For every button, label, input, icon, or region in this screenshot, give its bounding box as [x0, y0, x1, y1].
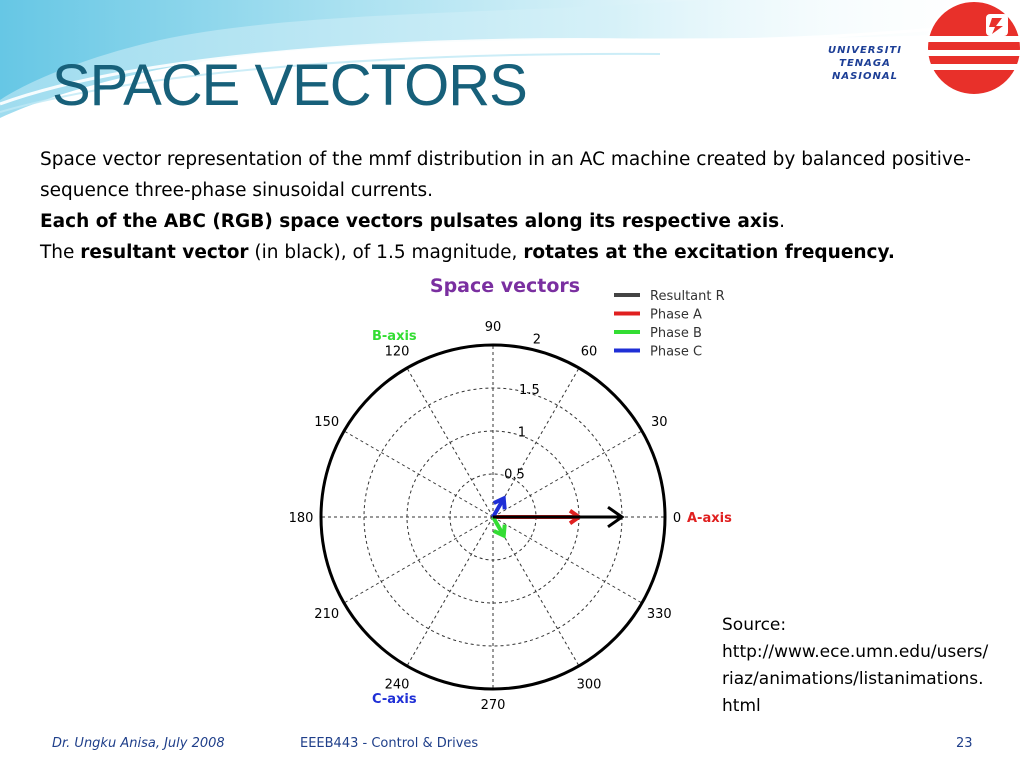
- university-logo-icon: [926, 0, 1024, 100]
- grid-spoke: [344, 431, 493, 517]
- angle-tick-label: 240: [384, 677, 410, 693]
- axis-label: A-axis: [687, 511, 732, 526]
- source-note: [722, 612, 992, 720]
- grid-spoke: [493, 517, 579, 666]
- grid-spoke: [493, 517, 642, 603]
- angle-tick-label: 60: [580, 344, 598, 360]
- legend-label: Phase A: [650, 307, 702, 323]
- footer-course: EEEB443 - Control & Drives: [300, 736, 479, 751]
- bold-text: resultant vector: [80, 242, 249, 263]
- angle-tick-label: 180: [288, 511, 314, 526]
- angle-tick-label: 30: [651, 415, 668, 430]
- radius-tick-label: 1.5: [519, 382, 540, 398]
- grid-spoke: [344, 517, 493, 603]
- grid-spoke: [407, 517, 493, 666]
- university-logo-text: [806, 44, 924, 83]
- body-text-span: The: [40, 242, 81, 263]
- logo-line: TENAGA: [839, 58, 891, 69]
- grid-spoke: [407, 368, 493, 517]
- radius-tick-label: 1: [517, 425, 527, 441]
- axis-label: B-axis: [372, 329, 417, 344]
- body-paragraph: [40, 237, 990, 268]
- angle-tick-label: 90: [484, 320, 502, 335]
- legend-label: Phase C: [650, 344, 703, 360]
- chart-title: Space vectors: [429, 275, 581, 297]
- source-url: http://www.ece.umn.edu/users/riaz/animations/listanimations.html: [722, 642, 989, 716]
- angle-tick-label: 150: [314, 415, 340, 430]
- logo-line: NASIONAL: [831, 71, 898, 82]
- angle-tick-label: 270: [480, 698, 506, 713]
- polar-plot: [252, 268, 734, 722]
- slide-body: [40, 144, 990, 268]
- angle-tick-label: 210: [314, 607, 340, 622]
- angle-tick-label: 300: [576, 677, 602, 693]
- angle-tick-label: 120: [384, 344, 410, 360]
- footer-author: Dr. Ungku Anisa, July 2008: [52, 736, 225, 751]
- bold-text: rotates at the excitation frequency.: [523, 242, 895, 263]
- body-paragraph: Space vector representation of the mmf distribution in an AC machine created by balanced positive-sequence three-phase sinusoidal currents.: [40, 149, 971, 201]
- slide-title: SPACE VECTORS: [52, 53, 527, 118]
- body-text-span: (in black), of 1.5 magnitude,: [248, 242, 524, 263]
- angle-tick-label: 330: [646, 607, 672, 622]
- angle-tick-label: 0: [672, 511, 682, 526]
- space-vectors-chart: [252, 268, 734, 722]
- logo-line: UNIVERSITI: [828, 45, 902, 56]
- page-number: 23: [956, 736, 973, 751]
- legend-label: Resultant R: [650, 289, 725, 304]
- radius-tick-label: 0.5: [504, 467, 525, 483]
- axis-label: C-axis: [372, 692, 417, 707]
- radius-tick-label: 2: [532, 332, 542, 348]
- bold-text: Each of the ABC (RGB) space vectors pulsates along its respective axis: [40, 211, 780, 232]
- body-text-span: .: [779, 211, 786, 232]
- source-label: Source:: [722, 615, 787, 635]
- body-paragraph: [40, 206, 990, 237]
- legend-label: Phase B: [650, 326, 702, 341]
